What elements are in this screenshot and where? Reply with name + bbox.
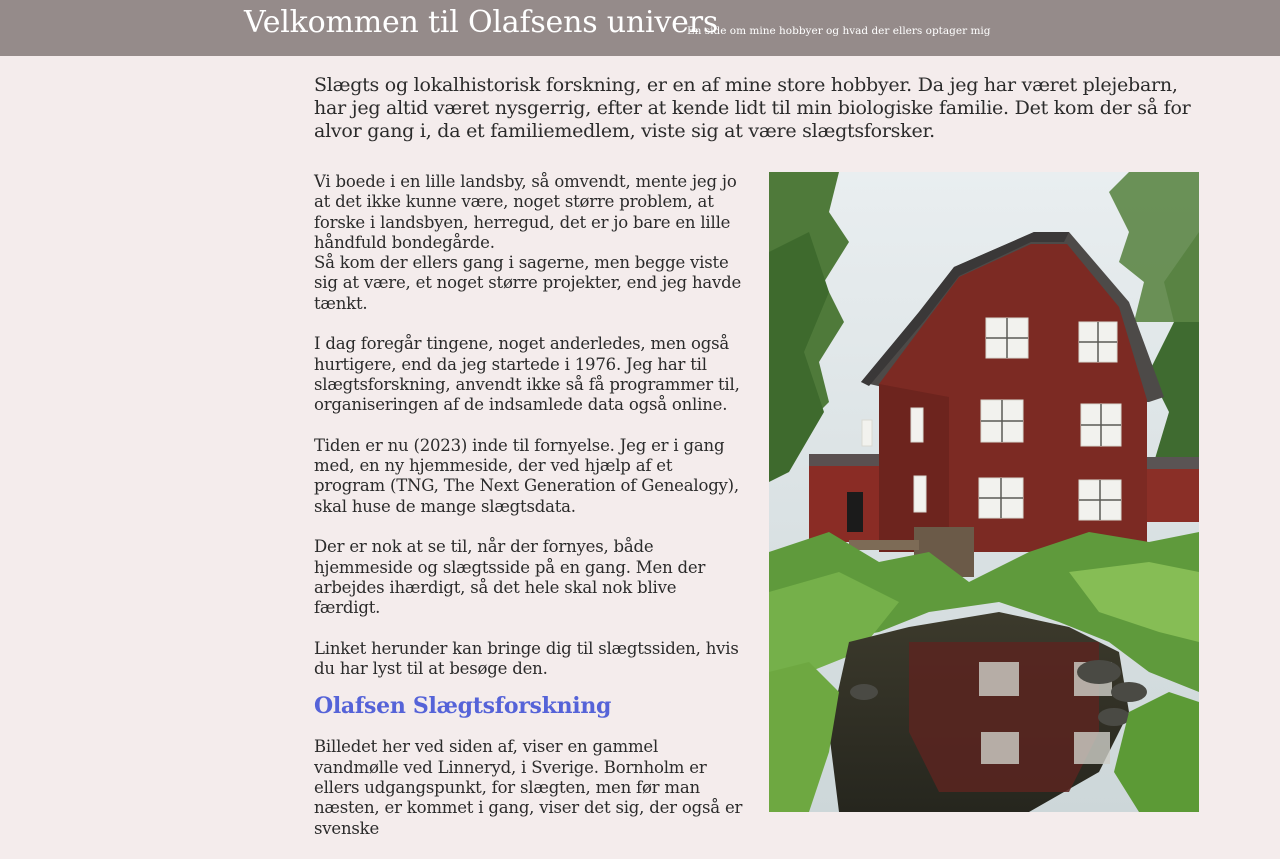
watermill-photo: [769, 172, 1199, 812]
genealogy-link[interactable]: Olafsen Slægtsforskning: [314, 693, 612, 720]
site-title[interactable]: Velkommen til Olafsens univers: [244, 5, 719, 40]
paragraph-work: Der er nok at se til, når der fornyes, både hjemmeside og slægtsside på en gang. Men der arbejdes ihærdigt, så det hele skal nok blive færdigt.: [314, 537, 706, 618]
paragraph-village-text: Vi boede i en lille landsby, så omvendt, mente jeg jo at det ikke kunne være, noget større problem, at forske i landsbyen, herregud, det er jo bare en lille håndfuld bondegårde.: [314, 172, 737, 252]
main-text-column: [314, 172, 746, 859]
paragraph-renewal: Tiden er nu (2023) inde til fornyelse. Jeg er i gang med, en ny hjemmeside, der ved hjælp af et program (TNG, The Next Generation of Genealogy), skal huse de mange slægtsdata.: [314, 435, 739, 516]
site-header: [0, 0, 1280, 56]
paragraph-photo-caption: Billedet her ved siden af, viser en gammel vandmølle ved Linneryd, i Sverige. Bornholm er ellers udgangspunkt, for slægten, men før man næsten, er kommet i gang, viser det sig, der også er svenske: [314, 737, 743, 838]
paragraph-today: I dag foregår tingene, noget anderledes, men også hurtigere, end da jeg startede i 1976. Jeg har til slægtsforskning, anvendt ikke så få programmer til, organiseringen af de indsamlede data også online.: [314, 334, 740, 415]
intro-paragraph: Slægts og lokalhistorisk forskning, er en af mine store hobbyer. Da jeg har været plejebarn, har jeg altid været nysgerrig, efter at kende lidt til min biologiske familie. Det kom der så for alvor gang i, da et familiemedlem, viste sig at være slægtsforsker.: [314, 74, 1191, 142]
paragraph-village-cont: Så kom der ellers gang i sagerne, men begge viste sig at være, et noget større projekter, end jeg havde tænkt.: [314, 253, 742, 313]
paragraph-link-intro: Linket herunder kan bringe dig til slægtssiden, hvis du har lyst til at besøge den.: [314, 638, 739, 679]
site-subtitle: En side om mine hobbyer og hvad der ellers optager mig: [687, 25, 991, 37]
paragraph-village: [314, 172, 746, 314]
